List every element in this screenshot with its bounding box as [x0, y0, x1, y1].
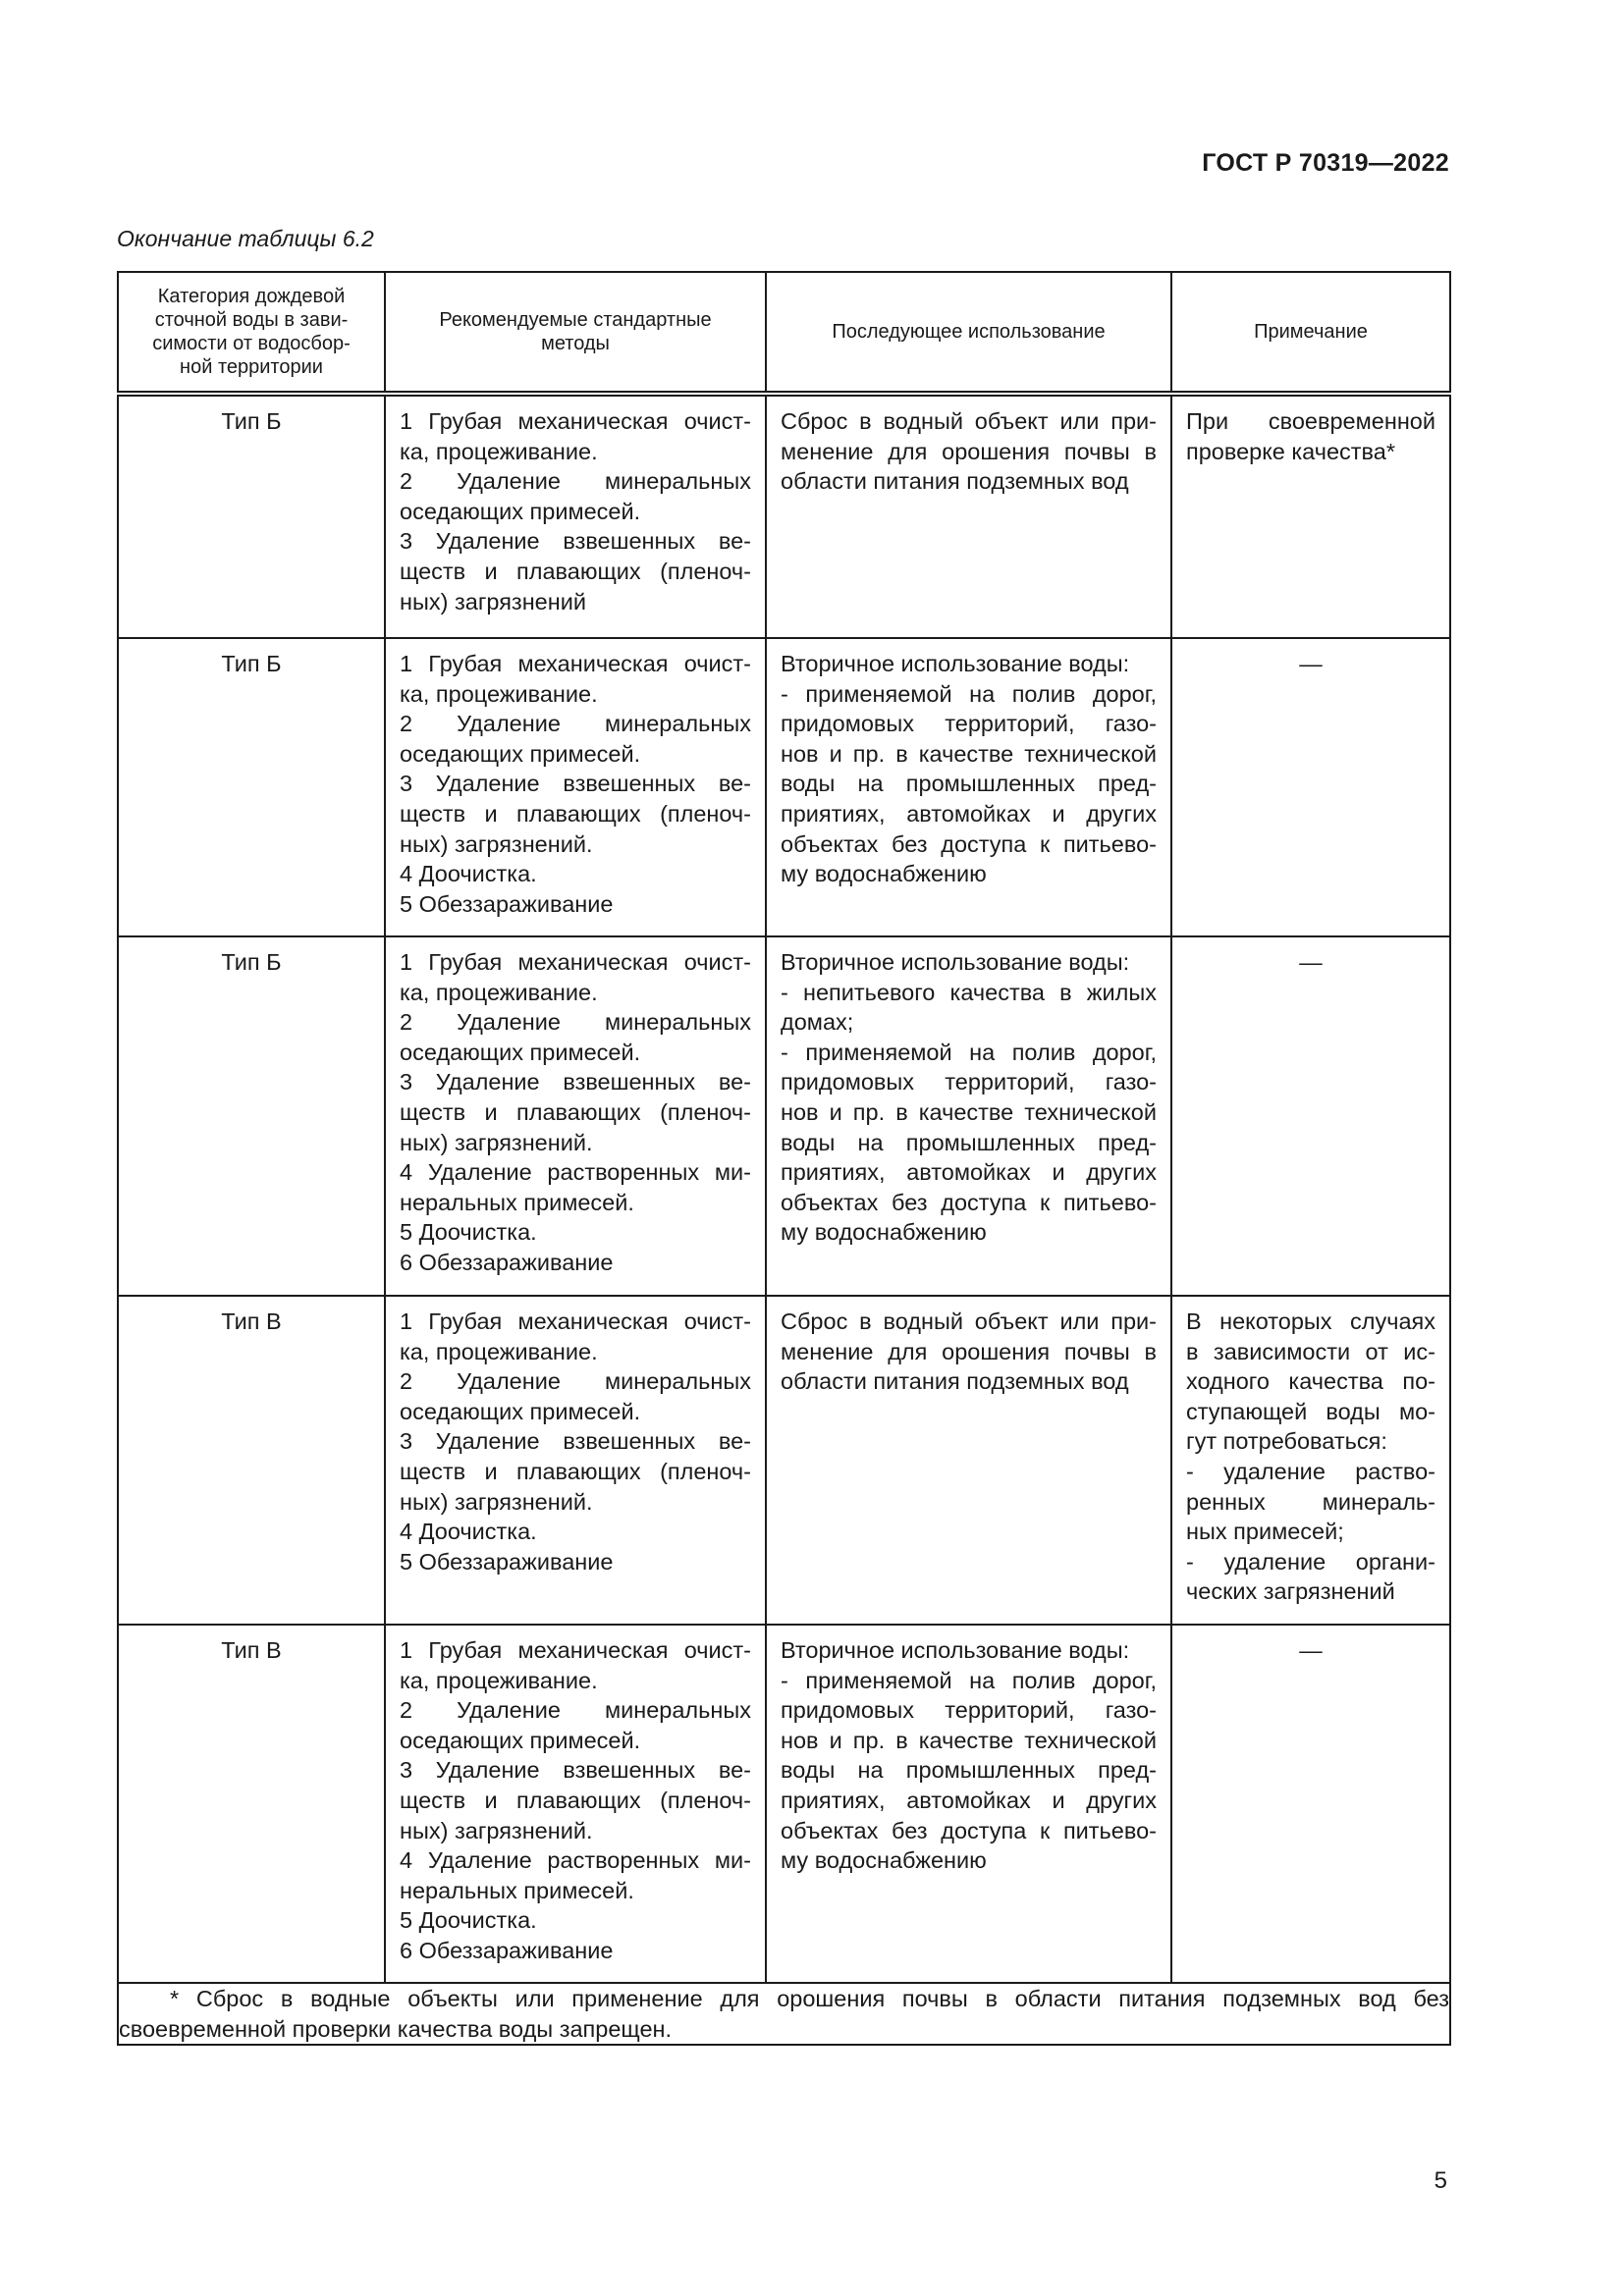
- usage-cell: [766, 394, 1171, 638]
- cell-line: проверке качества*: [1186, 438, 1395, 464]
- cell-line: оседающих примесей.: [400, 1398, 641, 1424]
- category-cell: Тип Б: [118, 394, 385, 638]
- cell-line: му водоснабжению: [781, 1219, 987, 1246]
- cell-line: домах;: [781, 1009, 854, 1036]
- cell-line: ка, процеживание.: [400, 979, 598, 1005]
- cell-line: В некоторых случаях: [1186, 1308, 1435, 1334]
- cell-line: 2 Удаление минеральных: [400, 1368, 751, 1395]
- cell-line: нов и пр. в качестве технической: [781, 1727, 1157, 1753]
- note-cell: [1171, 1625, 1450, 1983]
- cell-line: оседающих примесей.: [400, 498, 641, 524]
- cell-line: ных) загрязнений.: [400, 1488, 593, 1515]
- cell-line: ных) загрязнений.: [400, 1129, 593, 1155]
- cell-line: 2 Удаление минеральных: [400, 1697, 751, 1724]
- methods-cell: [385, 394, 766, 638]
- cell-line: —: [1299, 651, 1323, 676]
- cell-line: - применяемой на полив дорог,: [781, 1039, 1157, 1065]
- page-number: 5: [1434, 2167, 1447, 2194]
- table-footnote: [118, 1983, 1450, 2045]
- category-cell: Тип Б: [118, 936, 385, 1296]
- cell-line: - непитьевого качества в жилых: [781, 979, 1157, 1005]
- usage-cell: [766, 638, 1171, 936]
- note-cell: [1171, 638, 1450, 936]
- footnote-row: [118, 1983, 1450, 2045]
- cell-line: 3 Удаление взвешенных ве-: [400, 1428, 751, 1455]
- col-header-note: [1171, 272, 1450, 394]
- cell-line: 2 Удаление минеральных: [400, 711, 751, 737]
- document-id: ГОСТ Р 70319—2022: [1202, 149, 1449, 177]
- cell-line: ществ и плавающих (пленоч-: [400, 558, 751, 584]
- cell-line: 2 Удаление минеральных: [400, 1009, 751, 1036]
- cell-line: ных) загрязнений: [400, 588, 586, 614]
- cell-line: менение для орошения почвы в: [781, 438, 1157, 464]
- cell-line: 5 Доочистка.: [400, 1907, 537, 1934]
- methods-cell: [385, 936, 766, 1296]
- cell-line: При своевременной: [1186, 408, 1435, 434]
- cell-line: 3 Удаление взвешенных ве-: [400, 1069, 751, 1095]
- cell-line: сточной воды в зави-: [154, 309, 349, 331]
- table-row: [118, 638, 1450, 936]
- cell-line: нов и пр. в качестве технической: [781, 740, 1157, 767]
- table-row: [118, 394, 1450, 638]
- cell-line: симости от водосбор-: [152, 333, 351, 354]
- category-cell: Тип В: [118, 1625, 385, 1983]
- cell-line: Рекомендуемые стандартные: [439, 309, 712, 331]
- cell-line: 6 Обеззараживание: [400, 1249, 614, 1275]
- cell-line: методы: [541, 333, 610, 354]
- methods-cell: [385, 1625, 766, 1983]
- note-cell: [1171, 936, 1450, 1296]
- cell-line: объектах без доступа к питьево-: [781, 830, 1157, 857]
- cell-line: ных примесей;: [1186, 1519, 1344, 1545]
- cell-line: приятиях, автомойках и других: [781, 800, 1157, 827]
- cell-line: 1 Грубая механическая очист-: [400, 1308, 751, 1334]
- cell-line: - удаление раство-: [1186, 1458, 1435, 1484]
- cell-line: гут потребоваться:: [1186, 1428, 1387, 1455]
- cell-line: 1 Грубая механическая очист-: [400, 651, 751, 676]
- cell-line: 5 Обеззараживание: [400, 1548, 614, 1575]
- cell-line: ка, процеживание.: [400, 1338, 598, 1364]
- cell-line: 5 Доочистка.: [400, 1219, 537, 1246]
- standards-table: [117, 271, 1451, 2046]
- usage-cell: [766, 936, 1171, 1296]
- cell-line: ка, процеживание.: [400, 1667, 598, 1693]
- cell-line: Вторичное использование воды:: [781, 651, 1130, 676]
- cell-line: придомовых территорий, газо-: [781, 1697, 1157, 1724]
- category-cell: Тип В: [118, 1296, 385, 1625]
- cell-line: ществ и плавающих (пленоч-: [400, 1098, 751, 1125]
- cell-line: Примечание: [1254, 321, 1368, 343]
- cell-line: 4 Доочистка.: [400, 1519, 537, 1545]
- methods-cell: [385, 638, 766, 936]
- cell-line: - удаление органи-: [1186, 1548, 1435, 1575]
- cell-line: ступающей воды мо-: [1186, 1398, 1435, 1424]
- cell-line: области питания подземных вод: [781, 1368, 1129, 1395]
- cell-line: му водоснабжению: [781, 1847, 987, 1874]
- cell-line: менение для орошения почвы в: [781, 1338, 1157, 1364]
- footnote-text: * Сброс в водные объекты или применение для орошения почвы в области питания подземных вод без своевременной проверки качества воды запрещен.: [119, 1986, 1449, 2042]
- cell-line: Сброс в водный объект или при-: [781, 408, 1157, 434]
- cell-line: 1 Грубая механическая очист-: [400, 408, 751, 434]
- cell-line: неральных примесей.: [400, 1877, 634, 1903]
- cell-line: 3 Удаление взвешенных ве-: [400, 528, 751, 555]
- cell-line: нов и пр. в качестве технической: [781, 1098, 1157, 1125]
- cell-line: —: [1299, 949, 1323, 975]
- cell-line: ных) загрязнений.: [400, 830, 593, 857]
- cell-line: Сброс в водный объект или при-: [781, 1308, 1157, 1334]
- cell-line: 4 Доочистка.: [400, 861, 537, 887]
- cell-line: придомовых территорий, газо-: [781, 711, 1157, 737]
- cell-line: Вторичное использование воды:: [781, 1637, 1130, 1663]
- cell-line: - применяемой на полив дорог,: [781, 680, 1157, 707]
- usage-cell: [766, 1625, 1171, 1983]
- cell-line: ной территории: [180, 356, 323, 378]
- table-row: [118, 1296, 1450, 1625]
- cell-line: ществ и плавающих (пленоч-: [400, 1787, 751, 1813]
- cell-line: ка, процеживание.: [400, 438, 598, 464]
- cell-line: Последующее использование: [832, 321, 1106, 343]
- cell-line: ка, процеживание.: [400, 680, 598, 707]
- cell-line: 3 Удаление взвешенных ве-: [400, 1757, 751, 1784]
- cell-line: 5 Обеззараживание: [400, 890, 614, 917]
- cell-line: области питания подземных вод: [781, 468, 1129, 495]
- cell-line: 3 Удаление взвешенных ве-: [400, 771, 751, 797]
- cell-line: ных) загрязнений.: [400, 1817, 593, 1843]
- table-row: [118, 1625, 1450, 1983]
- cell-line: в зависимости от ис-: [1186, 1338, 1435, 1364]
- cell-line: воды на промышленных пред-: [781, 1129, 1157, 1155]
- cell-line: оседающих примесей.: [400, 1039, 641, 1065]
- cell-line: Категория дождевой: [157, 286, 346, 307]
- cell-line: ческих загрязнений: [1186, 1578, 1395, 1605]
- cell-line: 1 Грубая механическая очист-: [400, 949, 751, 975]
- cell-line: 2 Удаление минеральных: [400, 468, 751, 495]
- cell-line: му водоснабжению: [781, 861, 987, 887]
- table-caption: Окончание таблицы 6.2: [117, 226, 374, 251]
- cell-line: - применяемой на полив дорог,: [781, 1667, 1157, 1693]
- cell-line: Вторичное использование воды:: [781, 949, 1130, 975]
- cell-line: ренных минераль-: [1186, 1488, 1435, 1515]
- cell-line: ходного качества по-: [1186, 1368, 1435, 1395]
- cell-line: 4 Удаление растворенных ми-: [400, 1847, 751, 1874]
- cell-line: оседающих примесей.: [400, 1727, 641, 1753]
- cell-line: ществ и плавающих (пленоч-: [400, 800, 751, 827]
- usage-cell: [766, 1296, 1171, 1625]
- cell-line: 6 Обеззараживание: [400, 1937, 614, 1963]
- cell-line: объектах без доступа к питьево-: [781, 1189, 1157, 1215]
- cell-line: 4 Удаление растворенных ми-: [400, 1159, 751, 1186]
- col-header-category: [118, 272, 385, 394]
- table-header-row: [118, 272, 1450, 394]
- cell-line: придомовых территорий, газо-: [781, 1069, 1157, 1095]
- cell-line: —: [1299, 1637, 1323, 1663]
- note-cell: [1171, 1296, 1450, 1625]
- cell-line: приятиях, автомойках и других: [781, 1159, 1157, 1186]
- cell-line: воды на промышленных пред-: [781, 1757, 1157, 1784]
- col-header-methods: [385, 272, 766, 394]
- cell-line: приятиях, автомойках и других: [781, 1787, 1157, 1813]
- table-row: [118, 936, 1450, 1296]
- cell-line: воды на промышленных пред-: [781, 771, 1157, 797]
- cell-line: неральных примесей.: [400, 1189, 634, 1215]
- category-cell: Тип Б: [118, 638, 385, 936]
- methods-cell: [385, 1296, 766, 1625]
- col-header-usage: [766, 272, 1171, 394]
- cell-line: объектах без доступа к питьево-: [781, 1817, 1157, 1843]
- cell-line: 1 Грубая механическая очист-: [400, 1637, 751, 1663]
- cell-line: ществ и плавающих (пленоч-: [400, 1458, 751, 1484]
- cell-line: оседающих примесей.: [400, 740, 641, 767]
- note-cell: [1171, 394, 1450, 638]
